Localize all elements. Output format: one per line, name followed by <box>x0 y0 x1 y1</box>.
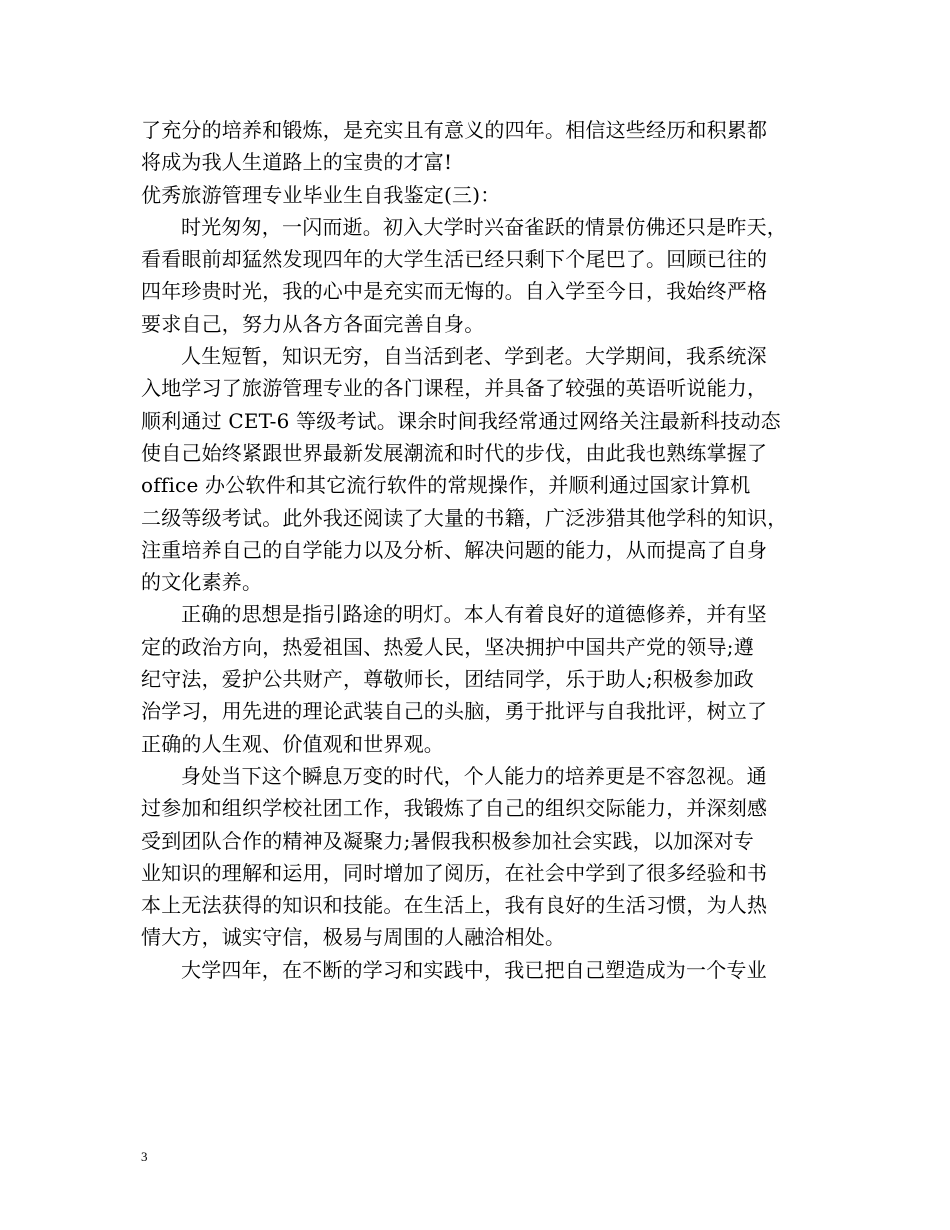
section-heading: 优秀旅游管理专业毕业生自我鉴定(三)： <box>141 182 501 207</box>
text-line: 看看眼前却猛然发现四年的大学生活已经只剩下个尾巴了。回顾已往的 <box>141 247 768 272</box>
text-line: 使自己始终紧跟世界最新发展潮流和时代的步伐，由此我也熟练掌握了 <box>141 440 768 465</box>
text-line: 人生短暂，知识无穷，自当活到老、学到老。大学期间，我系统深 <box>181 344 767 369</box>
text-line: 将成为我人生道路上的宝贵的才富! <box>141 150 453 175</box>
text-line: 入地学习了旅游管理专业的各门课程，并具备了较强的英语听说能力， <box>141 376 768 401</box>
text-line: 二级等级考试。此外我还阅读了大量的书籍，广泛涉猎其他学科的知识， <box>141 505 788 530</box>
text-line: 了充分的培养和锻炼，是充实且有意义的四年。相信这些经历和积累都 <box>141 118 768 142</box>
page-number: 3 <box>141 1149 148 1164</box>
text-line: office 办公软件和其它流行软件的常规操作，并顺利通过国家计算机 <box>141 473 751 498</box>
text-line: 大学四年，在不断的学习和实践中，我已把自己塑造成为一个专业 <box>181 957 767 982</box>
text-line: 身处当下这个瞬息万变的时代，个人能力的培养更是不容忽视。通 <box>181 763 767 788</box>
text-line: 注重培养自己的自学能力以及分析、解决问题的能力，从而提高了自身 <box>141 537 768 562</box>
text-line: 时光匆匆，一闪而逝。初入大学时兴奋雀跃的情景仿佛还只是昨天， <box>181 214 787 239</box>
text-line: 过参加和组织学校社团工作，我锻炼了自己的组织交际能力，并深刻感 <box>141 796 768 821</box>
text-line: 的文化素养。 <box>141 570 263 595</box>
text-line: 定的政治方向，热爱祖国、热爱人民，坚决拥护中国共产党的领导;遵 <box>141 634 754 659</box>
text-line: 四年珍贵时光，我的心中是充实而无悔的。自入学至今日，我始终严格 <box>141 279 768 304</box>
body-text <box>141 114 831 986</box>
text-line: 治学习，用先进的理论武装自己的头脑，勇于批评与自我批评，树立了 <box>141 699 768 724</box>
text-line: 纪守法，爱护公共财产，尊敬师长，团结同学，乐于助人;积极参加政 <box>141 667 754 692</box>
text-line: 正确的人生观、价值观和世界观。 <box>141 731 444 756</box>
text-line: 正确的思想是指引路途的明灯。本人有着良好的道德修养，并有坚 <box>181 602 767 627</box>
text-line: 顺利通过 CET-6 等级考试。课余时间我经常通过网络关注最新科技动态 <box>141 408 781 433</box>
text-line: 情大方，诚实守信，极易与周围的人融洽相处。 <box>141 925 566 950</box>
text-line: 业知识的理解和运用，同时增加了阅历，在社会中学到了很多经验和书 <box>141 860 768 885</box>
text-line: 本上无法获得的知识和技能。在生活上，我有良好的生活习惯，为人热 <box>141 893 768 918</box>
text-line: 受到团队合作的精神及凝聚力;暑假我积极参加社会实践，以加深对专 <box>141 828 754 853</box>
text-line: 要求自己，努力从各方各面完善自身。 <box>141 311 485 336</box>
